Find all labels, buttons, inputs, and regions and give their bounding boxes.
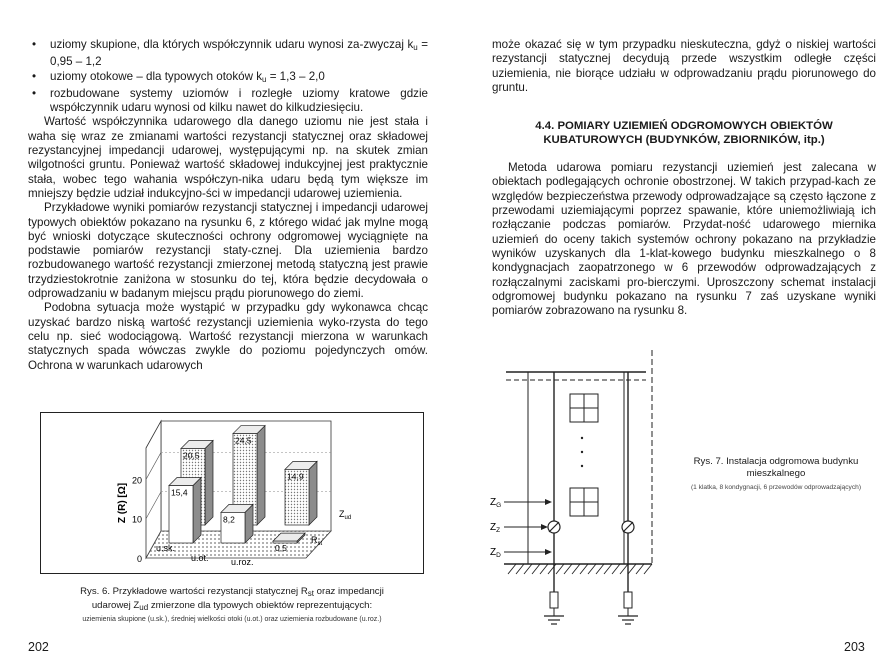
page-number: 202 [28, 640, 49, 654]
figure-7-schematic [486, 346, 672, 642]
paragraph: Podobna sytuacja może wystąpić w przypadku gdy wykonawca chcąc uzyskać bardzo niską wartość rezystancji uziemienia wyko-rzysta do tego celu np. sieć wodociągową. Wartość rezystancji mierzona w warunkach statycznych spada wówczas zwykle do poziomu pojedynczych omów. Ochrona w warunkach udarowych [28, 301, 428, 372]
paragraph: Wartość współczynnika udarowego dla danego uziomu nie jest stała i waha się wraz ze zmianami wartości rezystancji statycznej oraz składowej rezystancyjnej impedancji udarowej, występującymi np. na skutek zmian wilgotności gruntu. Ponieważ wartość składowej indukcyjnej jest praktycznie stała, wobec tego wahania współczyn-nika udaru będą tym większe im mniejszy będzie udział indukcyjno-ści w impedancji udarowej uziemienia. [28, 115, 428, 200]
hatch-line [524, 564, 532, 574]
list-item: • uziomy skupione, dla których współczynnik udaru wynosi za-zwyczaj $k_u = 0,95 - 1,2$ [28, 38, 428, 70]
hatch-line [604, 564, 612, 574]
hatch-line [508, 564, 516, 574]
ground-symbol-icon [618, 616, 638, 624]
x-tick-label: u.ot. [191, 553, 209, 563]
ground-hatching [508, 564, 652, 574]
hatch-line [516, 564, 524, 574]
hatch-line [572, 564, 580, 574]
hatch-line [564, 564, 572, 574]
hatch-line [620, 564, 628, 574]
ground-symbol-icon [544, 616, 564, 624]
bullet-list [28, 38, 428, 115]
paragraph: Metoda udarowa pomiaru rezystancji uziemień jest zalecana w obiektach podlegających ochronie obostrzonej. W takich przypad-kach ze względów bezpieczeństwa przewody odprowadzające są często łączone z przewodami uziemiającymi poprzez spawanie, które uniemożliwiają ich rozłączanie podczas pomiarów. Przydat-ność udarowego miernika uziemień do oceny takich systemów ochrony pokazano na przykładzie wyników uzyskanych dla 1-klat-kowego budynku mieszkalnego o 8 kondygnacjach zaopatrzonego w 6 przewodów odprowadzających z rozłączalnymi zaciskami pro-bierczymi. Uproszczony schemat instalacji odgromowej budynku pokazano na rysunku 7 zaś uzyskane wyniki pomiarów zobrazowano na rysunku 8. [492, 161, 876, 318]
earth-electrode [550, 592, 558, 608]
hatch-line [644, 564, 652, 574]
caption-line: mieszkalnego [746, 468, 806, 479]
hatch-line [596, 564, 604, 574]
arrowhead-icon [545, 499, 552, 505]
figure-6-caption [40, 586, 424, 626]
paragraph: może okazać się w tym przypadku nieskuteczna, gdyż o niskiej wartości rezystancji statycznej decydują przede wszystkim odległe części uziemienia, nie biorące udziału w odprowadzaniu prądu piorunowego do gruntu. [492, 38, 876, 94]
label-zz: $Z_Z$ [490, 522, 501, 534]
earth-electrode [624, 592, 632, 608]
ellipsis-dot [581, 437, 583, 439]
y-axis-label: Z (R) [Ω] [117, 482, 128, 524]
list-item: • uziomy otokowe – dla typowych otoków $k_u = 1,3 - 2,0$ [28, 70, 428, 87]
left-page-text [28, 38, 428, 373]
data-label: 8,2 [223, 514, 235, 525]
x-tick-label: u.sk. [156, 543, 176, 553]
x-tick-label: u.roz. [231, 557, 254, 567]
bar-chart [41, 413, 423, 573]
row-label-rst: $R_{st}$ [311, 535, 323, 547]
caption-line: (1 klatka, 8 kondygnacji, 6 przewodów odprowadzających) [690, 484, 862, 491]
paragraph: Przykładowe wyniki pomiarów rezystancji statycznej i impedancji udarowej typowych obiektów pokazano na rysunku 6, z którego widać jak mylne mogą być wnioski dotyczące skuteczności ochrony odgromowej wyciągnięte na podstawie pomiarów rezystancji staty-cznej. Dla uziemienia bardzo rozbudowanego wartość rezystancji zmierzonej metodą statyczną jest prawie trzydziestokrotnie zaniżona w stosunku do tej, która będzie decydowała o odprowadzaniu w badanym miejscu prądu piorunowego do ziemi. [28, 201, 428, 301]
arrowhead-icon [541, 524, 548, 530]
caption-line: uziemienia skupione (u.sk.), średniej wielkości otoki (u.ot.) oraz uziemienia rozbudowane (u.roz.) [82, 616, 382, 623]
section-heading: 4.4. POMIARY UZIEMIEŃ ODGROMOWYCH OBIEKTÓW KUBATUROWYCH (BUDYNKÓW, ZBIORNIKÓW, itp.) [535, 120, 833, 147]
page-number: 203 [844, 640, 865, 654]
ellipsis-dot [581, 465, 583, 467]
hatch-line [548, 564, 556, 574]
window [570, 488, 598, 516]
right-page-text [492, 38, 876, 318]
data-label: 20,5 [183, 450, 200, 461]
window [570, 394, 598, 422]
label-zd: $Z_D$ [490, 547, 501, 559]
figure-7-caption [676, 456, 876, 494]
data-label: 0,5 [275, 543, 287, 554]
data-label: 15,4 [171, 487, 188, 498]
hatch-line [588, 564, 596, 574]
hatch-line [636, 564, 644, 574]
y-tick-label: 20 [131, 475, 142, 486]
arrowhead-icon [545, 549, 552, 555]
y-tick-label: 0 [136, 554, 142, 564]
row-label-zud: $Z_{ud}$ [339, 509, 352, 521]
hatch-line [580, 564, 588, 574]
caption-line: Rys. 7. Instalacja odgromowa budynku [693, 456, 859, 467]
list-item: • rozbudowane systemy uziomów i rozległe uziomy kratowe gdzie współczynnik udaru wynosi od kilku nawet do kilkudziesięciu. [28, 87, 428, 116]
y-tick-label: 10 [131, 514, 142, 525]
hatch-line [556, 564, 564, 574]
figure-6-box [40, 412, 424, 574]
data-label: 14,9 [287, 471, 304, 482]
caption-line: udarowej $Z_{ud}$ zmierzone dla typowych obiektów reprezentujących: [91, 600, 373, 612]
hatch-line [612, 564, 620, 574]
data-label: 24,5 [235, 435, 252, 446]
label-zg: $Z_G$ [490, 497, 502, 509]
ellipsis-dot [581, 451, 583, 453]
caption-line: Rys. 6. Przykładowe wartości rezystancji statycznej $R_{st}$ oraz impedancji [80, 586, 384, 598]
hatch-line [532, 564, 540, 574]
hatch-line [540, 564, 548, 574]
hatch-line [628, 564, 636, 574]
